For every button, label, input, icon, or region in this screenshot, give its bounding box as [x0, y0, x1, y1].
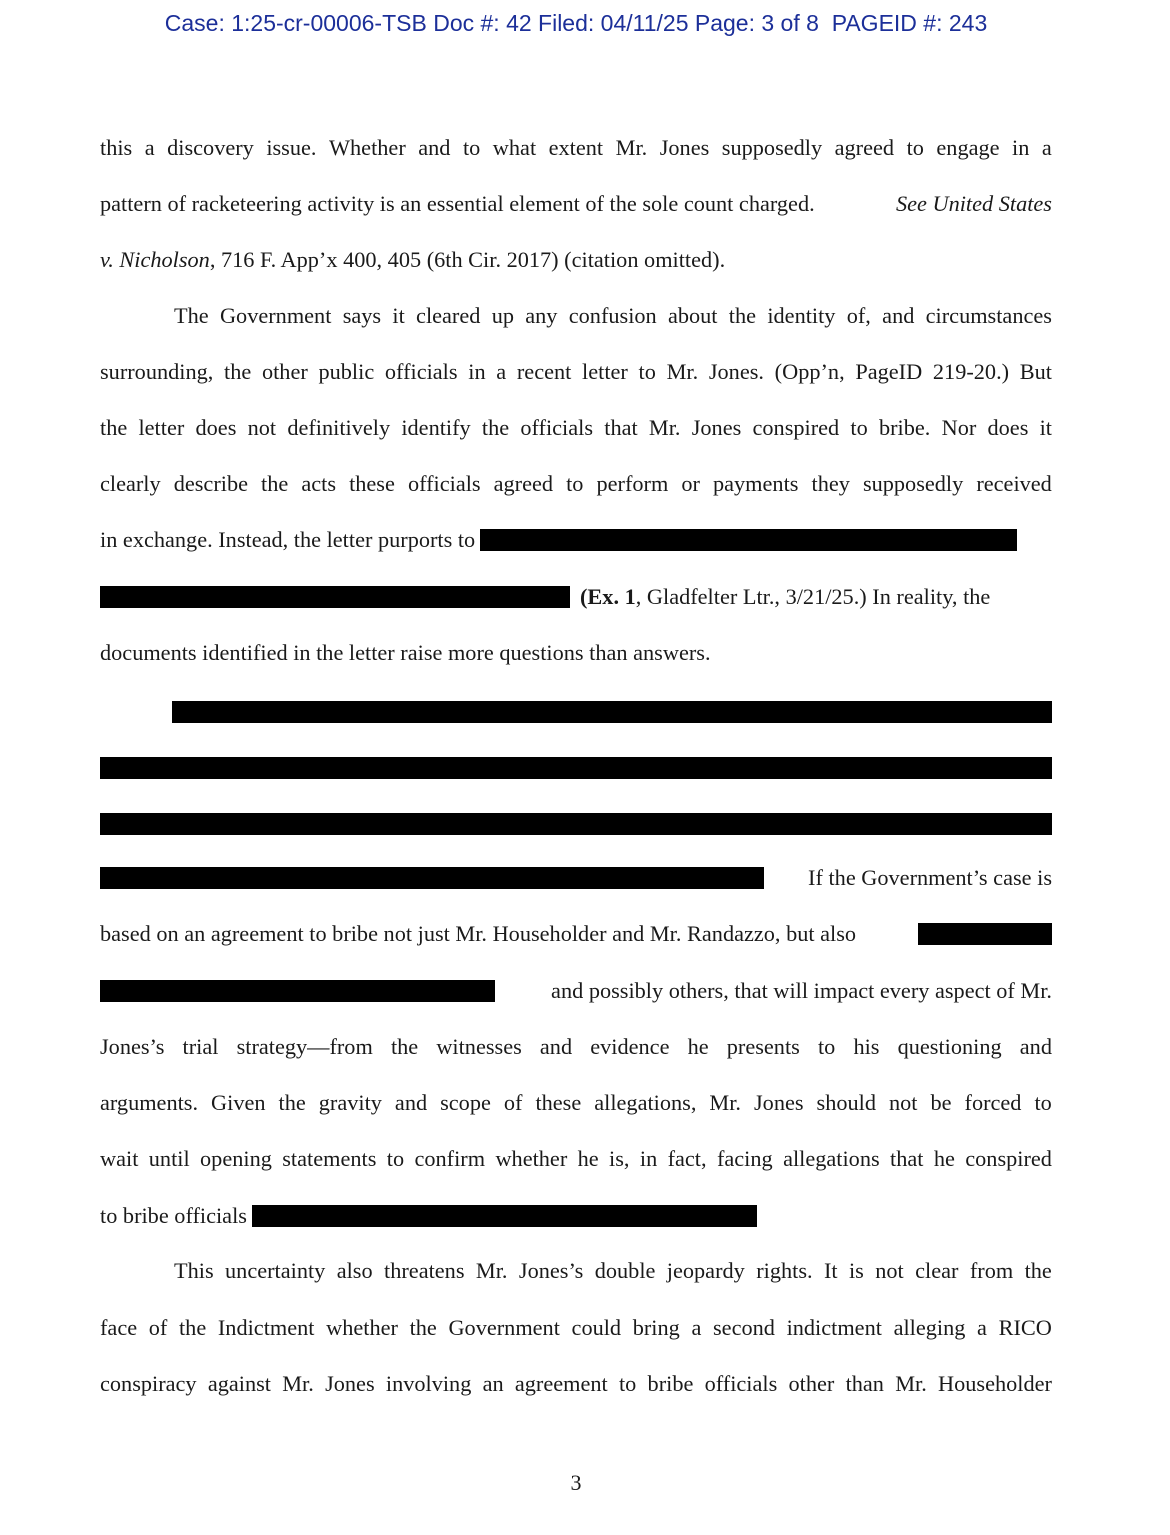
word: to — [618, 1371, 637, 1396]
word: Jones — [659, 135, 710, 160]
word: up — [491, 303, 514, 328]
redaction-bar — [100, 757, 1052, 779]
word: Government — [448, 1315, 560, 1340]
word: a — [144, 135, 155, 160]
body-line — [100, 131, 1052, 165]
word: in — [639, 1146, 658, 1171]
word: But — [1019, 359, 1052, 384]
body-line — [100, 1030, 1052, 1064]
case-header: Case: 1:25-cr-00006-TSB Doc #: 42 Filed: 04/11/25 Page: 3 of 8 PAGEID #: 243 — [164, 10, 988, 36]
word: not — [875, 1258, 904, 1283]
word: about — [667, 303, 718, 328]
word: other — [261, 359, 308, 384]
word: does — [195, 415, 237, 440]
word: says — [342, 303, 382, 328]
redaction-bar — [252, 1205, 757, 1227]
case-citation: v. Nicholson — [100, 247, 210, 272]
word: or — [681, 471, 700, 496]
word: perform — [596, 471, 669, 496]
redaction-bar — [172, 701, 1052, 723]
word: Mr. — [895, 1371, 927, 1396]
word: against — [207, 1371, 271, 1396]
body-line — [100, 1199, 1052, 1233]
word: the — [100, 415, 128, 440]
word: the — [1024, 1258, 1052, 1283]
word: to — [462, 135, 481, 160]
word: other — [788, 1371, 835, 1396]
word: identity — [767, 303, 836, 328]
word: also — [336, 1258, 373, 1283]
word: supposedly — [721, 135, 823, 160]
word: gravity — [318, 1090, 382, 1115]
word: engage — [936, 135, 1000, 160]
word: trial — [182, 1034, 219, 1059]
word: extent — [548, 135, 604, 160]
word: this — [100, 135, 133, 160]
word: they — [811, 471, 850, 496]
word: Mr. — [475, 1258, 508, 1283]
word: Jones — [325, 1371, 375, 1396]
word: his — [853, 1034, 880, 1059]
word: to — [1034, 1090, 1052, 1115]
word: bribe — [647, 1371, 694, 1396]
body-line — [100, 805, 1052, 839]
word: he — [687, 1034, 709, 1059]
word: rights. — [756, 1258, 813, 1283]
word: uncertainty — [225, 1258, 326, 1283]
word: to — [817, 1034, 836, 1059]
redaction-bar — [100, 813, 1052, 835]
redaction-bar — [100, 980, 495, 1002]
word: to — [850, 415, 868, 440]
word: received — [976, 471, 1052, 496]
word: circumstances — [925, 303, 1052, 328]
body-line — [174, 1254, 1052, 1288]
body-text: in exchange. Instead, the letter purports to — [100, 527, 476, 552]
body-line — [100, 187, 1052, 221]
word: Jones — [754, 1090, 804, 1115]
word: officials — [704, 1371, 778, 1396]
word: Government — [219, 303, 332, 328]
word: should — [816, 1090, 877, 1115]
word: cleared — [416, 303, 481, 328]
word: the — [481, 415, 510, 440]
case-citation: See United States — [895, 191, 1052, 216]
word: evidence — [590, 1034, 670, 1059]
word: alleging — [893, 1315, 966, 1340]
word: and — [394, 1090, 428, 1115]
word: to — [566, 471, 584, 496]
word: and — [539, 1034, 573, 1059]
word: Indictment — [217, 1315, 315, 1340]
word: Mr. — [615, 135, 648, 160]
word: in — [1012, 135, 1030, 160]
word: issue. — [266, 135, 317, 160]
redaction-bar — [100, 867, 764, 889]
word: the — [409, 1315, 437, 1340]
word: he — [933, 1146, 955, 1171]
word: the — [178, 1315, 207, 1340]
word: Mr. — [666, 359, 699, 384]
redaction-bar — [918, 923, 1052, 945]
word: letter — [582, 359, 628, 384]
word: Jones’s — [518, 1258, 584, 1283]
body-line — [100, 861, 1052, 895]
word: not — [889, 1090, 918, 1115]
word: statements — [282, 1146, 377, 1171]
word: Given — [211, 1090, 266, 1115]
exhibit-ref: (Ex. 1 — [580, 584, 636, 609]
word: a — [977, 1315, 987, 1340]
word: fact, — [667, 1146, 707, 1171]
word: wait — [100, 1146, 139, 1171]
word: identify — [401, 415, 471, 440]
word: in — [468, 359, 486, 384]
redaction-bar — [100, 586, 570, 608]
word: officials — [407, 471, 481, 496]
word: could — [571, 1315, 622, 1340]
body-line — [100, 749, 1052, 783]
word: indictment — [786, 1315, 882, 1340]
word: acts — [301, 471, 337, 496]
word: officials — [384, 359, 458, 384]
word: clearly — [100, 471, 161, 496]
body-line: documents identified in the letter raise more questions than answers. — [100, 640, 711, 665]
word: public — [318, 359, 375, 384]
word: and — [882, 303, 915, 328]
word: The — [174, 303, 209, 328]
body-text: , 716 F. App’x 400, 405 (6th Cir. 2017) (citation omitted). — [209, 247, 726, 272]
word: Householder — [938, 1371, 1052, 1396]
word: the — [224, 359, 252, 384]
body-line — [100, 355, 1052, 389]
word: (Opp’n, — [774, 359, 845, 384]
word: letter — [138, 415, 185, 440]
body-line — [100, 523, 1052, 557]
word: not — [247, 415, 277, 440]
word: jeopardy — [666, 1258, 745, 1283]
body-line — [100, 411, 1052, 445]
word: agreed — [493, 471, 554, 496]
page-number: 3 — [570, 1470, 582, 1495]
word: an — [482, 1371, 504, 1396]
word: supposedly — [862, 471, 964, 496]
body-text: If the Government’s case is — [808, 865, 1052, 890]
word: conspired — [965, 1146, 1052, 1171]
word: agreed — [834, 135, 895, 160]
word: recent — [516, 359, 572, 384]
word: is, — [609, 1146, 630, 1171]
word: confirm — [414, 1146, 486, 1171]
word: a — [496, 359, 507, 384]
word: facing — [716, 1146, 773, 1171]
word: Whether — [328, 135, 406, 160]
word: discovery — [167, 135, 254, 160]
word: Jones’s — [100, 1034, 165, 1059]
word: until — [148, 1146, 190, 1171]
body-text: to bribe officials — [100, 1203, 247, 1228]
word: whether — [326, 1315, 398, 1340]
word: witnesses — [436, 1034, 522, 1059]
word: It — [823, 1258, 838, 1283]
body-text: , Gladfelter Ltr., 3/21/25.) In reality, the — [635, 584, 991, 609]
body-line — [100, 1086, 1052, 1120]
word: Jones — [691, 415, 742, 440]
word: what — [492, 135, 537, 160]
word: RICO — [998, 1315, 1052, 1340]
word: Jones. — [708, 359, 764, 384]
word: Nor — [941, 415, 977, 440]
word: bribe. — [878, 415, 931, 440]
word: he — [577, 1146, 599, 1171]
body-line — [100, 974, 1052, 1008]
body-line — [174, 299, 1052, 333]
word: face — [100, 1315, 138, 1340]
word: does — [987, 415, 1029, 440]
word: whether — [495, 1146, 568, 1171]
word: it — [392, 303, 405, 328]
word: definitively — [287, 415, 391, 440]
body-text: pattern of racketeering activity is an essential element of the sole count charged. — [100, 191, 815, 216]
word: Mr. — [648, 415, 681, 440]
word: is — [848, 1258, 864, 1283]
body-line — [100, 1142, 1052, 1176]
word: and — [1019, 1034, 1052, 1059]
word: the — [390, 1034, 419, 1059]
word: to — [638, 359, 656, 384]
word: This — [174, 1258, 214, 1283]
word: the — [728, 303, 757, 328]
word: it — [1039, 415, 1052, 440]
word: payments — [712, 471, 799, 496]
body-text: and possibly others, that will impact every aspect of Mr. — [551, 978, 1052, 1003]
word: forced — [964, 1090, 1022, 1115]
word: from — [969, 1258, 1014, 1283]
redaction-bar — [480, 529, 1017, 551]
word: presents — [726, 1034, 800, 1059]
word: conspired — [752, 415, 840, 440]
body-line — [100, 917, 1052, 951]
body-line — [100, 1367, 1052, 1401]
word: describe — [173, 471, 248, 496]
word: Mr. — [709, 1090, 742, 1115]
word: agreement — [514, 1371, 608, 1396]
word: involving — [385, 1371, 472, 1396]
word: officials — [520, 415, 594, 440]
word: to — [906, 135, 924, 160]
word: confusion — [568, 303, 657, 328]
word: the — [278, 1090, 306, 1115]
word: than — [845, 1371, 884, 1396]
word: opening — [200, 1146, 272, 1171]
body-line — [100, 467, 1052, 501]
word: that — [604, 415, 638, 440]
word: questioning — [897, 1034, 1002, 1059]
word: allegations, — [594, 1090, 697, 1115]
word: arguments. — [100, 1090, 199, 1115]
word: of, — [846, 303, 871, 328]
word: that — [890, 1146, 924, 1171]
word: be — [930, 1090, 952, 1115]
body-line — [100, 580, 1052, 614]
word: of — [148, 1315, 168, 1340]
word: a — [691, 1315, 702, 1340]
word: clear — [915, 1258, 959, 1283]
word: these — [535, 1090, 582, 1115]
word: of — [503, 1090, 523, 1115]
word: the — [261, 471, 289, 496]
word: 219-20.) — [932, 359, 1010, 384]
word: to — [386, 1146, 405, 1171]
body-text — [580, 580, 1052, 614]
word: and — [418, 135, 451, 160]
word: PageID — [855, 359, 923, 384]
word: allegations — [783, 1146, 880, 1171]
word: scope — [440, 1090, 491, 1115]
word: any — [525, 303, 558, 328]
word: surrounding, — [100, 359, 214, 384]
word: Mr. — [282, 1371, 314, 1396]
word: threatens — [384, 1258, 465, 1283]
body-line — [100, 1311, 1052, 1345]
word: these — [349, 471, 395, 496]
word: double — [594, 1258, 656, 1283]
word: second — [713, 1315, 775, 1340]
word: conspiracy — [100, 1371, 197, 1396]
word: strategy—from — [236, 1034, 373, 1059]
body-text: based on an agreement to bribe not just Mr. Householder and Mr. Randazzo, but also — [100, 921, 857, 946]
body-line — [172, 693, 1052, 727]
word: bring — [632, 1315, 680, 1340]
word: a — [1041, 135, 1052, 160]
body-line — [100, 243, 1052, 277]
